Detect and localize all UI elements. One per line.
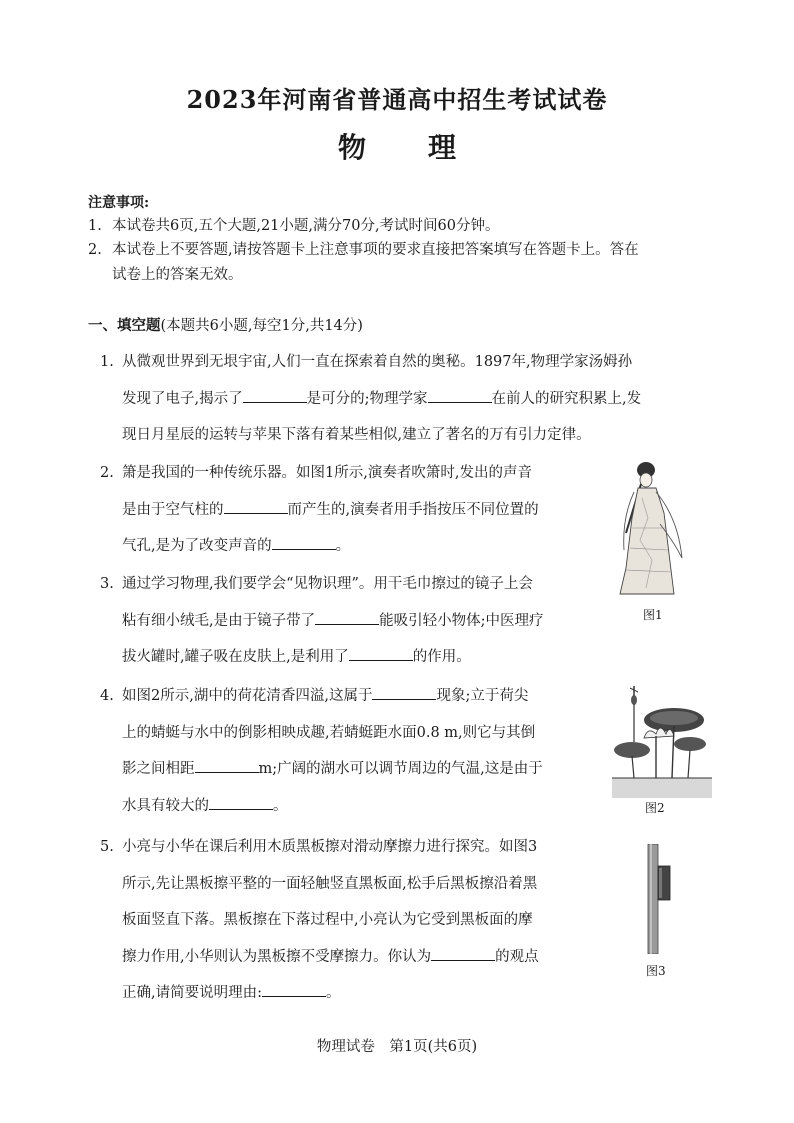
question-line: 气孔,是为了改变声音的 。 (122, 538, 351, 554)
answer-blank[interactable] (349, 647, 413, 661)
notice-item-text-line2: 试卷上的答案无效。 (112, 267, 243, 283)
question-line: 通过学习物理,我们要学会“见物识理”。用干毛巾擦过的镜子上会 (122, 576, 533, 592)
notice-heading: 注意事项: (88, 195, 150, 211)
question-5 (100, 829, 539, 1012)
question-line: 从微观世界到无垠宇宙,人们一直在探索着自然的奥秘。1897年,物理学家汤姆孙 (122, 354, 633, 370)
notice-item-text: 本试卷共6页,五个大题,21小题,满分70分,考试时间60分钟。 (112, 218, 500, 234)
question-line: 箫是我国的一种传统乐器。如图1所示,演奏者吹箫时,发出的声音 (122, 465, 532, 481)
question-line: 发现了电子,揭示了 是可分的;物理学家 在前人的研究积累上,发 (122, 390, 642, 407)
question-line: 现日月星辰的运转与苹果下落有着某些相似,建立了著名的万有引力定律。 (122, 427, 591, 443)
answer-blank[interactable] (272, 536, 336, 550)
page-footer: 物理试卷 第1页(共6页) (316, 1039, 478, 1055)
subject-title: 物理 (337, 131, 518, 164)
answer-blank[interactable] (372, 686, 436, 700)
answer-blank[interactable] (262, 983, 326, 997)
question-number: 2. (100, 465, 114, 481)
question-line: 小亮与小华在课后利用木质黑板擦对滑动摩擦力进行探究。如图3 (122, 839, 538, 855)
question-number: 4. (100, 688, 114, 704)
question-line: 影之间相距 m;广阔的湖水可以调节周边的气温,这是由于 (122, 761, 543, 777)
figure-2-caption: 图2 (645, 801, 665, 815)
section-note: (本题共6小题,每空1分,共14分) (160, 318, 363, 334)
answer-blank[interactable] (428, 389, 492, 403)
answer-blank[interactable] (243, 389, 307, 403)
question-2 (100, 455, 539, 565)
figure-1-caption: 图1 (643, 608, 663, 622)
section-heading (88, 314, 363, 335)
question-line: 如图2所示,湖中的荷花清香四溢,这属于 现象;立于荷尖 (122, 688, 529, 704)
question-number: 3. (100, 576, 114, 592)
question-line: 是由于空气柱的 而产生的,演奏者用手指按压不同位置的 (122, 501, 539, 518)
answer-blank[interactable] (224, 500, 288, 514)
question-1 (100, 344, 641, 454)
question-number: 5. (100, 839, 114, 855)
question-line: 擦力作用,小华则认为黑板擦不受摩擦力。你认为 的观点 (122, 948, 539, 965)
question-line: 拔火罐时,罐子吸在皮肤上,是利用了 的作用。 (122, 649, 471, 665)
figure-2-lotus-dragonfly-illustration (612, 678, 712, 800)
answer-blank[interactable] (195, 759, 259, 773)
figure-1-xiao-player-illustration (612, 458, 692, 598)
notice-item-text-line1: 本试卷上不要答题,请按答题卡上注意事项的要求直接把答案填写在答题卡上。答在 (112, 242, 639, 258)
figure-3-caption: 图3 (646, 964, 666, 978)
exam-title: 2023年河南省普通高中招生考试试卷 (186, 85, 608, 114)
answer-blank[interactable] (431, 947, 495, 961)
answer-blank[interactable] (209, 796, 273, 810)
question-line: 粘有细小绒毛,是由于镜子带了 能吸引轻小物体;中医理疗 (122, 612, 544, 629)
question-line: 水具有较大的 。 (122, 797, 288, 814)
notice-item-2 (88, 238, 718, 288)
section-title: 一、填空题 (88, 317, 161, 334)
question-line: 板面竖直下落。黑板擦在下落过程中,小亮认为它受到黑板面的摩 (122, 912, 533, 928)
notice-item-number: 2. (88, 242, 102, 258)
question-line: 上的蜻蜓与水中的倒影相映成趣,若蜻蜓距水面0.8 m,则它与其倒 (122, 724, 536, 741)
figure-3-eraser-on-board-illustration (640, 844, 680, 954)
notice-item-1 (88, 214, 718, 239)
question-4 (100, 678, 543, 824)
question-3 (100, 566, 544, 676)
answer-blank[interactable] (315, 611, 379, 625)
question-line: 所示,先让黑板擦平整的一面轻触竖直黑板面,松手后黑板擦沿着黑 (122, 875, 538, 892)
question-line: 正确,请简要说明理由: 。 (122, 985, 341, 1001)
notice-item-number: 1. (88, 218, 102, 234)
question-number: 1. (100, 354, 114, 370)
